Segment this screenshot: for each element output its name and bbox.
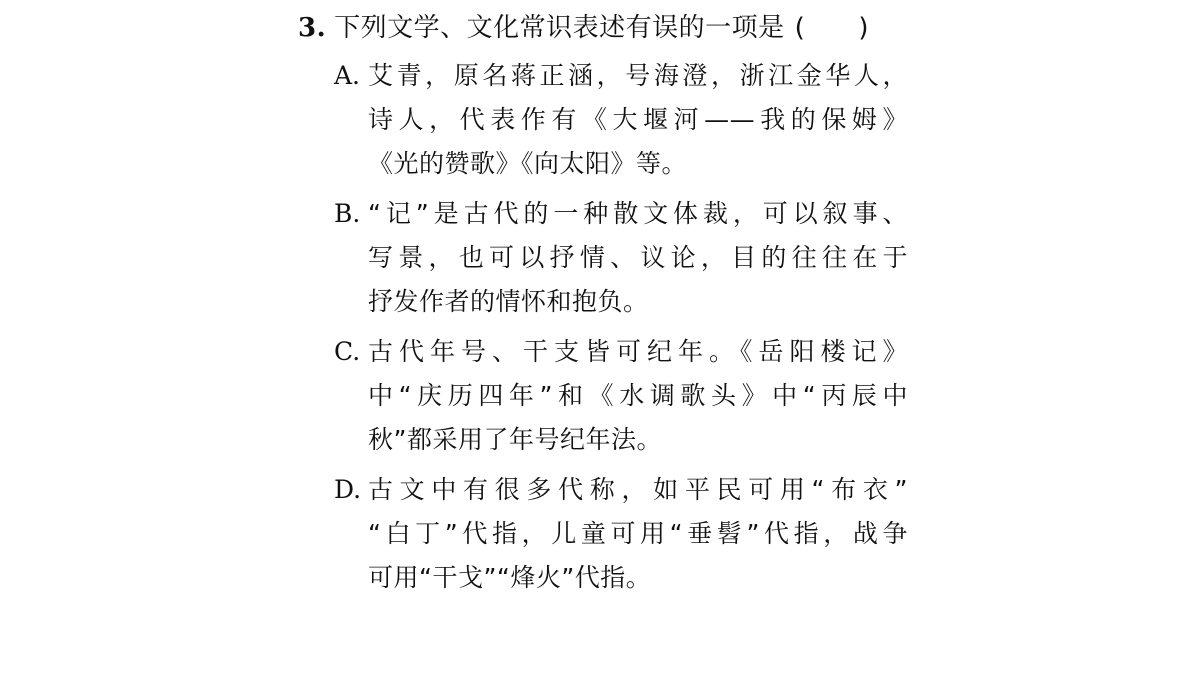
question-number: 3. xyxy=(298,13,327,43)
question-stem xyxy=(298,8,908,48)
option-line: 《光的赞歌》《向太阳》等。 xyxy=(368,149,688,178)
option-b xyxy=(298,192,908,324)
option-letter: D. xyxy=(334,475,362,504)
option-line: 可用“干戈”“烽火”代指。 xyxy=(368,563,652,592)
option-letter: C. xyxy=(334,337,361,366)
option-line: 诗人，代表作有《大堰河——我的保姆》 xyxy=(368,105,908,134)
option-letter: A. xyxy=(334,61,361,90)
option-line: 中“庆历四年”和《水调歌头》中“丙辰中 xyxy=(368,381,908,410)
option-a xyxy=(298,54,908,186)
option-line: “白丁”代指，儿童可用“垂髫”代指，战争 xyxy=(368,519,908,548)
option-line: 写景，也可以抒情、议论，目的往往在于 xyxy=(368,243,908,272)
option-letter: B. xyxy=(334,199,361,228)
option-line: 秋”都采用了年号纪年法。 xyxy=(368,425,662,454)
option-line: 古代年号、干支皆可纪年。《岳阳楼记》 xyxy=(368,337,908,366)
option-line: “记”是古代的一种散文体裁，可以叙事、 xyxy=(368,199,908,228)
question-text: 下列文学、文化常识表述有误的一项是 xyxy=(334,13,785,43)
option-d xyxy=(298,468,908,600)
option-line: 抒发作者的情怀和抱负。 xyxy=(368,287,649,316)
option-line: 艾青，原名蒋正涵，号海澄，浙江金华人， xyxy=(368,61,908,90)
option-line: 古文中有很多代称，如平民可用“布衣” xyxy=(368,475,908,504)
option-c xyxy=(298,330,908,462)
answer-blank: ( ) xyxy=(794,13,869,43)
question-block xyxy=(298,8,908,600)
